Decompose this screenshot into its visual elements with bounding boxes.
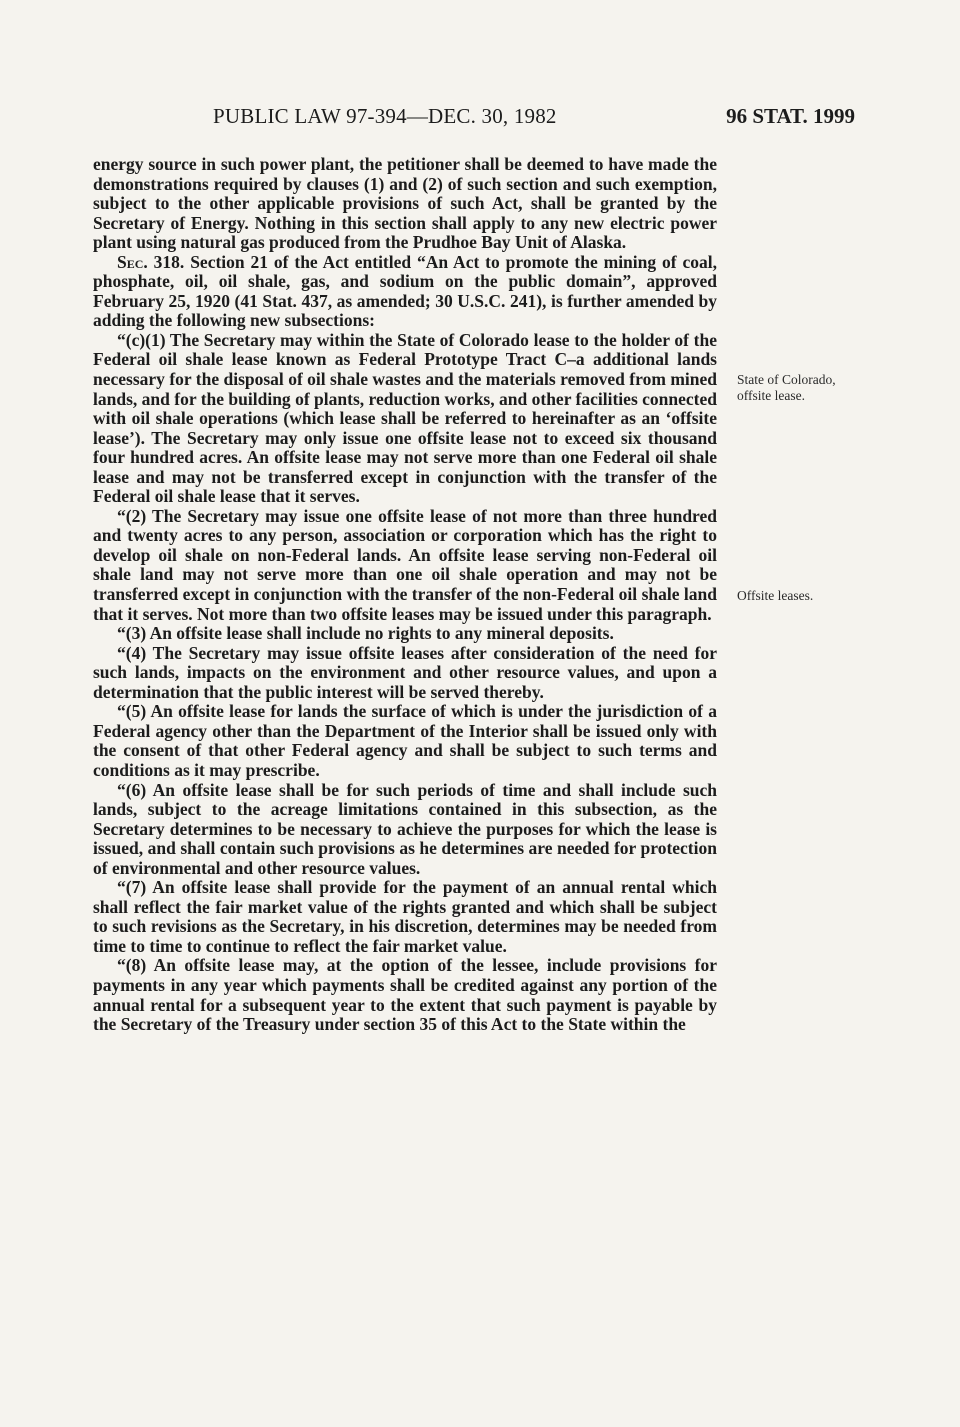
paragraph-text: Section 21 of the Act entitled “An Act to promote the mining of coal, phosphate, oil, oil shale, gas, and sodium on the public domain”, approved February 25, 1920 (41 Stat. 437, as amended; 30 U.S.C. 241), is further amended by adding the following new subsections: <box>93 251 717 331</box>
body-text <box>93 155 717 1035</box>
margin-note: Offsite leases. <box>737 588 814 603</box>
stat-page-number: 96 STAT. 1999 <box>726 104 855 128</box>
paragraph: “(5) An offsite lease for lands the surface of which is under the jurisdiction of a Federal agency other than the Department of the Interior shall be issued only with the consent of that other Federal agency and shall be subject to such terms and conditions as it may prescribe. <box>93 701 717 780</box>
paragraph: energy source in such power plant, the petitioner shall be deemed to have made the demonstrations required by clauses (1) and (2) of such section and such exemption, subject to the other applicable provisions of such Act, shall be granted by the Secretary of Energy. Nothing in this section shall apply to any new electric power plant using natural gas produced from the Prudhoe Bay Unit of Alaska. <box>93 154 717 253</box>
paragraph: “(2) The Secretary may issue one offsite lease of not more than three hundred and twenty acres to any person, association or corporation which has the right to develop oil shale on non-Federal lands. An offsite lease serving non-Federal oil shale land may not serve more than one oil shale operation and may not be transferred except in conjunction with the transfer of the non-Federal oil shale land that it serves. Not more than two offsite leases may be issued under this paragraph. <box>93 505 717 624</box>
paragraph: “(6) An offsite lease shall be for such periods of time and shall include such lands, subject to the acreage limitations contained in this subsection, as the Secretary determines to be necessary to achieve the purposes for which the lease is issued, and shall contain such provisions as he determines are needed for protection of environmental and other resource values. <box>93 779 717 878</box>
paragraph: “(c)(1) The Secretary may within the State of Colorado lease to the holder of the Federal oil shale lease known as Federal Prototype Tract C–a additional lands necessary for the disposal of oil shale wastes and the materials removed from mined lands, and for the building of plants, reduction works, and other facilities connected with oil shale operations (which lease shall be referred to hereinafter as an ‘offsite lease’). The Secretary may only issue one offsite lease not to exceed six thousand four hundred acres. An offsite lease may not serve more than one Federal oil shale lease and may not be transferred except in conjunction with the transfer of the Federal oil shale lease that it serves. <box>93 329 717 507</box>
section-paragraph <box>93 253 717 331</box>
paragraph: “(8) An offsite lease may, at the option of the lessee, include provisions for payments in any year which payments shall be credited against any portion of the annual rental for a subsequent year to the extent that such payment is payable by the Secretary of the Treasury under section 35 of this Act to the State within the <box>93 955 717 1035</box>
paragraph: “(7) An offsite lease shall provide for the payment of an annual rental which shall reflect the fair market value of the rights granted and which shall be subject to such revisions as the Secretary, in his discretion, determines may be needed from time to time to continue to reflect the fair market value. <box>93 877 717 956</box>
paragraph: “(3) An offsite lease shall include no rights to any mineral deposits. <box>117 623 614 644</box>
section-label: Sec. 318. <box>117 251 185 272</box>
margin-note: State of Colorado, offsite lease. <box>737 372 836 403</box>
law-title: PUBLIC LAW 97-394—DEC. 30, 1982 <box>213 104 557 128</box>
running-head <box>213 104 855 130</box>
paragraph: “(4) The Secretary may issue offsite leases after consideration of the need for such lands, impacts on the environment and other resource values, and upon a determination that the public interest will be served thereby. <box>93 642 717 702</box>
